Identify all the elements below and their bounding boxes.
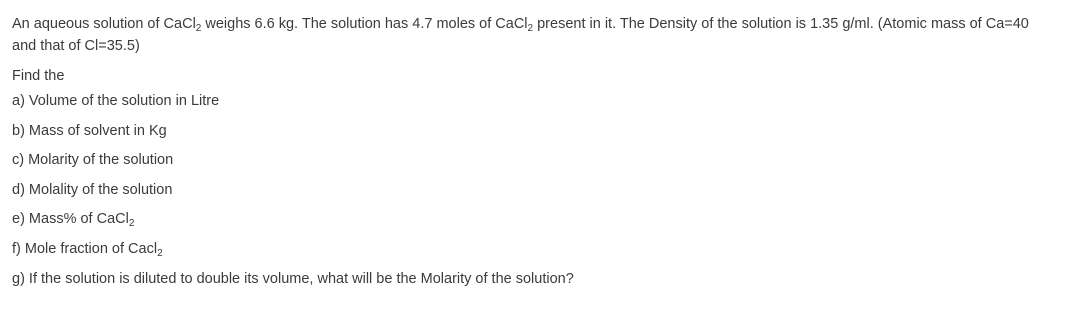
intro-subscript-1: 2 — [195, 23, 202, 34]
part-e-text: e) Mass% of CaCl — [12, 211, 129, 228]
part-b-text: b) Mass of solvent in Kg — [12, 122, 167, 139]
part-g-text: g) If the solution is diluted to double its volume, what will be the Molarity of the solution? — [12, 270, 574, 287]
part-c — [12, 146, 1061, 176]
part-d — [12, 176, 1061, 206]
part-f-text: f) Mole fraction of Cacl — [12, 240, 158, 257]
part-a — [12, 87, 1061, 117]
intro-text-2: weighs 6.6 kg. The solution has 4.7 moles of CaCl — [201, 16, 528, 32]
intro-subscript-2: 2 — [527, 23, 534, 34]
find-label: Find the — [12, 68, 65, 84]
part-a-text: a) Volume of the solution in Litre — [12, 93, 220, 109]
part-d-text: d) Molality of the solution — [12, 181, 173, 198]
part-e — [12, 205, 1061, 235]
intro-text-1: An aqueous solution of CaCl — [12, 16, 196, 32]
part-f — [12, 235, 1061, 265]
question-intro — [12, 13, 1057, 57]
part-f-subscript: 2 — [157, 247, 163, 259]
part-b — [12, 117, 1061, 147]
question-parts-list — [12, 87, 1061, 294]
intro-text-3: present in it. The Density of the solution is 1.35 g/ml. (Atomic mass of Ca=40 and that of Cl=35.5) — [12, 16, 1029, 54]
part-e-subscript: 2 — [128, 218, 135, 230]
part-g — [12, 265, 1061, 295]
part-c-text: c) Molarity of the solution — [12, 152, 174, 169]
